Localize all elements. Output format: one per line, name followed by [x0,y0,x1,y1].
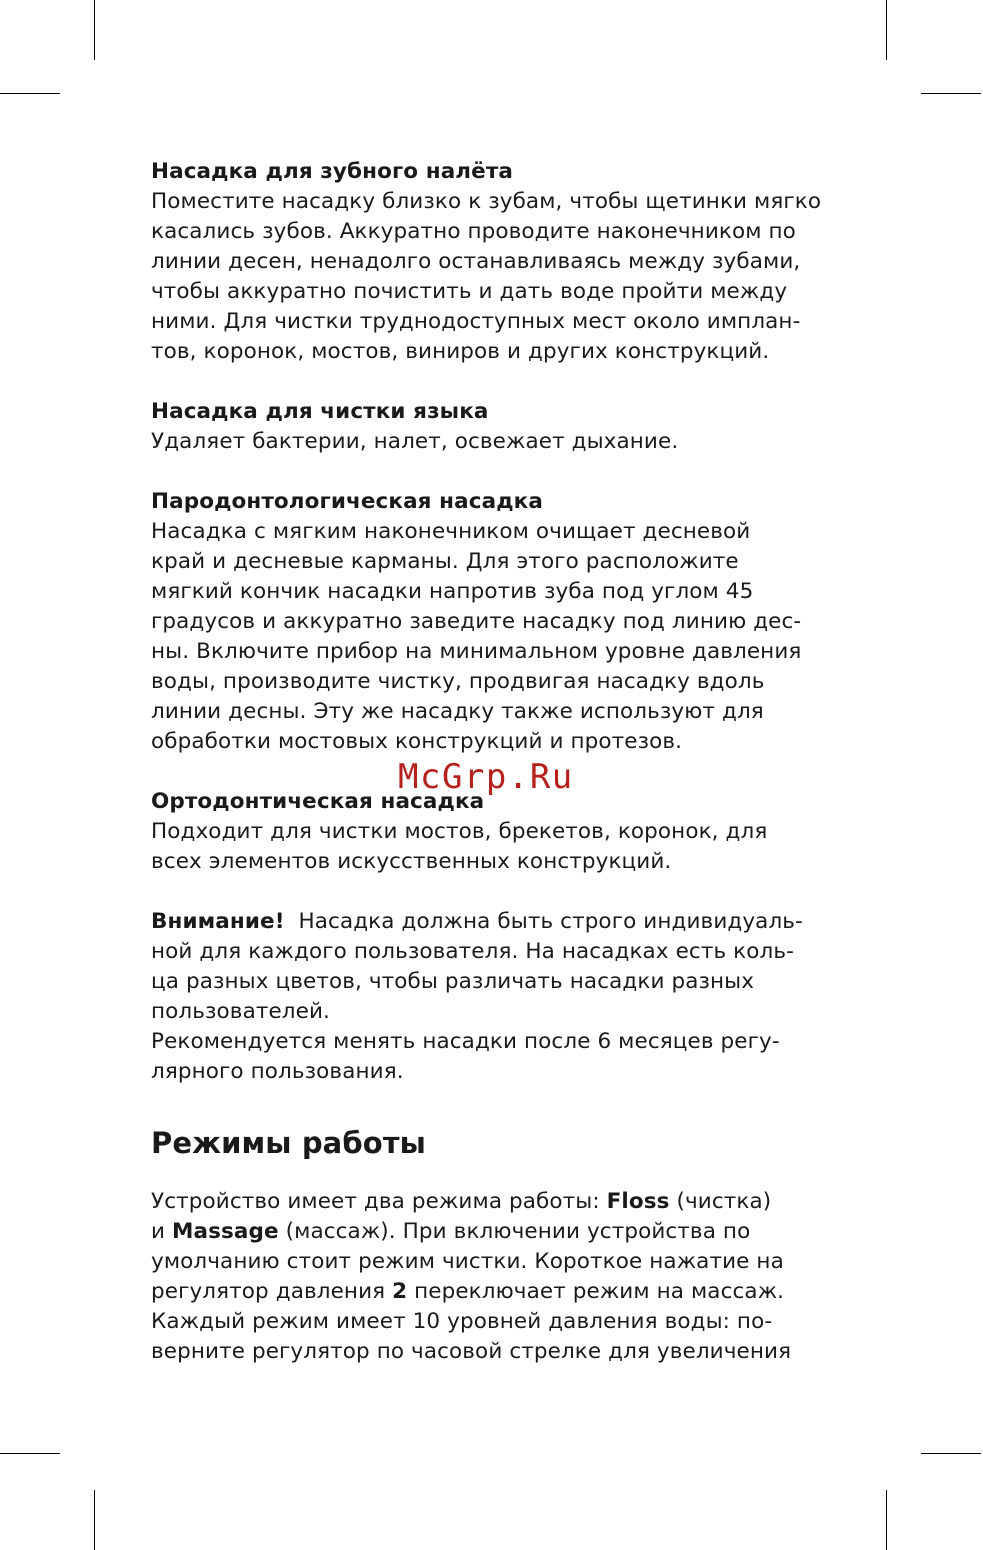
warning-block [151,907,841,1087]
paragraph-line [151,1277,841,1307]
mode-massage: Massage [172,1219,279,1244]
paragraph-line [151,907,841,937]
paragraph-line: ца разных цветов, чтобы различать насадки разных [151,969,755,994]
paragraph-line: лярного пользования. [151,1059,404,1084]
section-heading: Насадка для чистки языка [151,399,489,424]
spacer [151,1087,841,1117]
spacer [151,1163,841,1187]
paragraph-line: тов, коронок, мостов, виниров и других конструкций. [151,339,770,364]
watermark: McGrp.Ru [398,757,574,797]
crop-mark-top-left-vertical [94,0,95,60]
crop-mark-top-left-horizontal [0,93,60,94]
paragraph-line: чтобы аккуратно почистить и дать воде пройти между [151,279,788,304]
text-run: (массаж). При включении устройства по [278,1219,751,1244]
paragraph-line: линии десен, ненадолго останавливаясь между зубами, [151,249,801,274]
section-orthodontic-nozzle [151,787,841,877]
text-run: регулятор давления [151,1279,393,1304]
crop-mark-bottom-right-vertical [886,1490,887,1550]
crop-mark-top-right-vertical [886,0,887,60]
crop-mark-top-right-horizontal [921,93,981,94]
text-run: (чистка) [669,1189,772,1214]
crop-mark-bottom-left-vertical [94,1490,95,1550]
paragraph-line: касались зубов. Аккуратно проводите наконечником по [151,219,796,244]
paragraph-line: Каждый режим имеет 10 уровней давления воды: по- [151,1309,773,1334]
paragraph-line: всех элементов искусственных конструкций. [151,849,672,874]
section-plaque-nozzle [151,157,841,367]
text-run: и [151,1219,173,1244]
paragraph-line: градусов и аккуратно заведите насадку под линию дес- [151,609,802,634]
warning-text: Насадка должна быть строго индивидуаль- [298,909,803,934]
paragraph-line [151,1187,841,1217]
spacer [151,457,841,487]
page-title: Режимы работы [151,1126,426,1160]
section-tongue-nozzle [151,397,841,457]
paragraph-line: ны. Включите прибор на минимальном уровне давления [151,639,802,664]
spacer [151,877,841,907]
paragraph-line [151,1217,841,1247]
modes-section [151,1123,841,1367]
paragraph-line: линии десны. Эту же насадку также используют для [151,699,764,724]
paragraph-line: умолчанию стоит режим чистки. Короткое нажатие на [151,1249,784,1274]
section-heading: Пародонтологическая насадка [151,489,543,514]
text-run: переключает режим на массаж. [407,1279,785,1304]
paragraph-line: верните регулятор по часовой стрелке для увеличения [151,1339,792,1364]
warning-label: Внимание! [151,909,285,934]
regulator-number: 2 [392,1279,408,1304]
paragraph-line: воды, производите чистку, продвигая насадку вдоль [151,669,765,694]
paragraph-line: пользователей. [151,999,330,1024]
section-periodontal-nozzle [151,487,841,757]
paragraph-line: обработки мостовых конструкций и протезов. [151,729,683,754]
section-heading: Насадка для зубного налёта [151,159,514,184]
paragraph-line: ними. Для чистки труднодоступных мест около имплан- [151,309,801,334]
crop-mark-bottom-left-horizontal [0,1453,60,1454]
paragraph-line: ной для каждого пользователя. На насадках есть коль- [151,939,794,964]
paragraph-line: Поместите насадку близко к зубам, чтобы щетинки мягко [151,189,822,214]
paragraph-line: Рекомендуется менять насадки после 6 месяцев регу- [151,1029,780,1054]
text-run: Устройство имеет два режима работы: [151,1189,607,1214]
spacer [151,367,841,397]
paragraph-line: мягкий кончик насадки напротив зуба под углом 45 [151,579,754,604]
paragraph-line: край и десневые карманы. Для этого расположите [151,549,739,574]
paragraph-line: Подходит для чистки мостов, брекетов, коронок, для [151,819,768,844]
paragraph-line: Удаляет бактерии, налет, освежает дыхание. [151,429,679,454]
section-heading: Ортодонтическая насадка [151,789,485,814]
mode-floss: Floss [606,1189,670,1214]
crop-mark-bottom-right-horizontal [921,1453,981,1454]
paragraph-line: Насадка с мягким наконечником очищает десневой [151,519,751,544]
